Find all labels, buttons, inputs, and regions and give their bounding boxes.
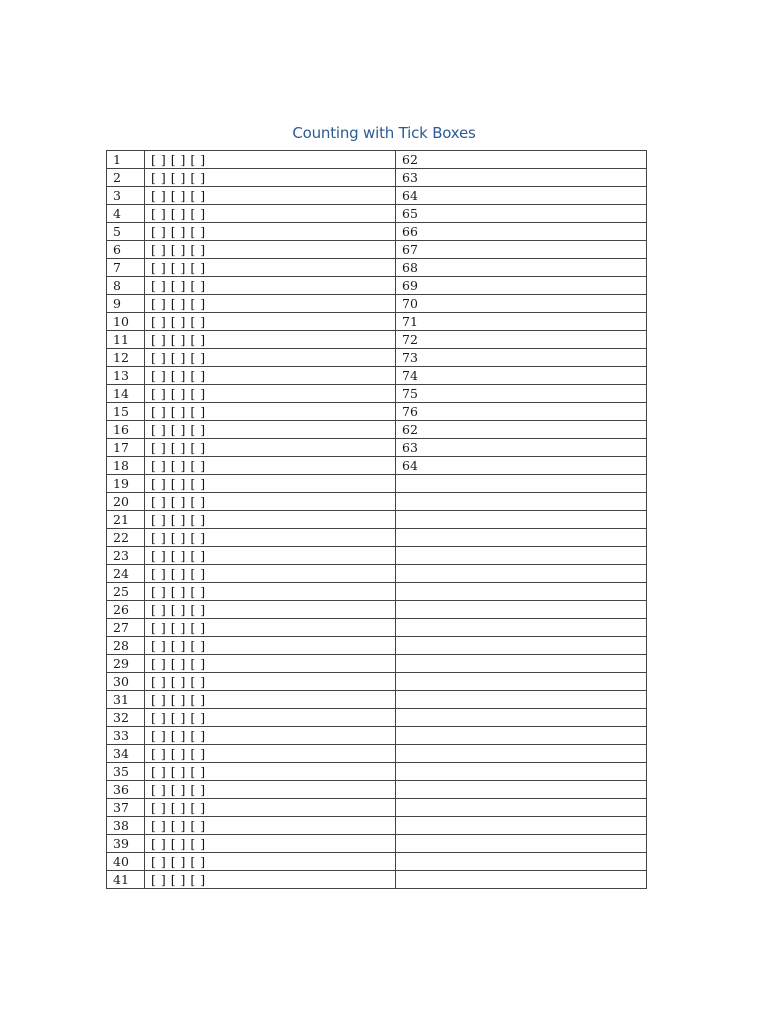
value-cell [396,511,647,529]
table-row [107,601,647,619]
table-row [107,313,647,331]
value-cell [396,565,647,583]
tick-boxes-cell[interactable]: [ ] [ ] [ ] [145,709,396,727]
tick-boxes-cell[interactable]: [ ] [ ] [ ] [145,673,396,691]
table-row [107,223,647,241]
row-number-cell: 32 [107,709,145,727]
tick-boxes-cell[interactable]: [ ] [ ] [ ] [145,439,396,457]
row-number-cell: 16 [107,421,145,439]
tick-boxes-cell[interactable]: [ ] [ ] [ ] [145,313,396,331]
value-cell: 65 [396,205,647,223]
table-row [107,169,647,187]
tick-boxes-cell[interactable]: [ ] [ ] [ ] [145,583,396,601]
table-row [107,655,647,673]
tick-boxes-cell[interactable]: [ ] [ ] [ ] [145,547,396,565]
value-cell: 62 [396,421,647,439]
table-row [107,763,647,781]
tick-boxes-cell[interactable]: [ ] [ ] [ ] [145,403,396,421]
row-number-cell: 37 [107,799,145,817]
row-number-cell: 27 [107,619,145,637]
tick-boxes-cell[interactable]: [ ] [ ] [ ] [145,817,396,835]
row-number-cell: 20 [107,493,145,511]
table-row [107,781,647,799]
value-cell [396,673,647,691]
row-number-cell: 3 [107,187,145,205]
table-row [107,475,647,493]
tick-boxes-cell[interactable]: [ ] [ ] [ ] [145,169,396,187]
row-number-cell: 9 [107,295,145,313]
value-cell [396,853,647,871]
row-number-cell: 23 [107,547,145,565]
table-row [107,187,647,205]
tick-boxes-cell[interactable]: [ ] [ ] [ ] [145,457,396,475]
value-cell: 76 [396,403,647,421]
row-number-cell: 24 [107,565,145,583]
value-cell: 66 [396,223,647,241]
value-cell: 64 [396,457,647,475]
row-number-cell: 11 [107,331,145,349]
row-number-cell: 31 [107,691,145,709]
table-row [107,151,647,169]
tick-boxes-cell[interactable]: [ ] [ ] [ ] [145,151,396,169]
tick-boxes-cell[interactable]: [ ] [ ] [ ] [145,259,396,277]
row-number-cell: 18 [107,457,145,475]
value-cell: 72 [396,331,647,349]
value-cell [396,583,647,601]
value-cell [396,817,647,835]
table-row [107,421,647,439]
value-cell [396,835,647,853]
tick-boxes-cell[interactable]: [ ] [ ] [ ] [145,349,396,367]
row-number-cell: 8 [107,277,145,295]
value-cell [396,493,647,511]
tick-boxes-cell[interactable]: [ ] [ ] [ ] [145,385,396,403]
row-number-cell: 28 [107,637,145,655]
value-cell [396,619,647,637]
row-number-cell: 34 [107,745,145,763]
row-number-cell: 22 [107,529,145,547]
tick-boxes-cell[interactable]: [ ] [ ] [ ] [145,871,396,889]
value-cell [396,781,647,799]
value-cell [396,745,647,763]
table-row [107,547,647,565]
row-number-cell: 1 [107,151,145,169]
tick-boxes-cell[interactable]: [ ] [ ] [ ] [145,367,396,385]
value-cell: 64 [396,187,647,205]
row-number-cell: 41 [107,871,145,889]
tick-boxes-cell[interactable]: [ ] [ ] [ ] [145,511,396,529]
row-number-cell: 15 [107,403,145,421]
row-number-cell: 21 [107,511,145,529]
tick-boxes-cell[interactable]: [ ] [ ] [ ] [145,565,396,583]
table-row [107,583,647,601]
row-number-cell: 13 [107,367,145,385]
tick-boxes-cell[interactable]: [ ] [ ] [ ] [145,619,396,637]
tick-boxes-cell[interactable]: [ ] [ ] [ ] [145,493,396,511]
tick-boxes-cell[interactable]: [ ] [ ] [ ] [145,205,396,223]
table-row [107,205,647,223]
value-cell: 73 [396,349,647,367]
value-cell [396,799,647,817]
row-number-cell: 26 [107,601,145,619]
value-cell [396,727,647,745]
value-cell: 75 [396,385,647,403]
table-row [107,637,647,655]
table-row [107,799,647,817]
value-cell: 71 [396,313,647,331]
value-cell: 62 [396,151,647,169]
table-row [107,277,647,295]
table-row [107,871,647,889]
row-number-cell: 6 [107,241,145,259]
table-row [107,457,647,475]
table-row [107,403,647,421]
tick-boxes-cell[interactable]: [ ] [ ] [ ] [145,601,396,619]
tick-boxes-cell[interactable]: [ ] [ ] [ ] [145,331,396,349]
value-cell: 63 [396,169,647,187]
row-number-cell: 35 [107,763,145,781]
value-cell: 70 [396,295,647,313]
row-number-cell: 10 [107,313,145,331]
table-row [107,511,647,529]
table-row [107,835,647,853]
table-row [107,295,647,313]
row-number-cell: 5 [107,223,145,241]
tick-boxes-cell[interactable]: [ ] [ ] [ ] [145,853,396,871]
tick-boxes-cell[interactable]: [ ] [ ] [ ] [145,277,396,295]
value-cell [396,601,647,619]
tick-boxes-cell[interactable]: [ ] [ ] [ ] [145,421,396,439]
tick-boxes-cell[interactable]: [ ] [ ] [ ] [145,835,396,853]
table-row [107,565,647,583]
value-cell [396,871,647,889]
tick-boxes-cell[interactable]: [ ] [ ] [ ] [145,781,396,799]
table-row [107,691,647,709]
value-cell [396,763,647,781]
value-cell [396,691,647,709]
row-number-cell: 33 [107,727,145,745]
row-number-cell: 25 [107,583,145,601]
value-cell: 68 [396,259,647,277]
value-cell [396,529,647,547]
table-row [107,817,647,835]
table-row [107,619,647,637]
tick-boxes-cell[interactable]: [ ] [ ] [ ] [145,295,396,313]
value-cell: 69 [396,277,647,295]
tick-boxes-cell[interactable]: [ ] [ ] [ ] [145,745,396,763]
row-number-cell: 38 [107,817,145,835]
table-row [107,241,647,259]
row-number-cell: 12 [107,349,145,367]
table-row [107,385,647,403]
value-cell [396,709,647,727]
tick-boxes-cell[interactable]: [ ] [ ] [ ] [145,691,396,709]
row-number-cell: 39 [107,835,145,853]
row-number-cell: 36 [107,781,145,799]
tick-boxes-cell[interactable]: [ ] [ ] [ ] [145,727,396,745]
row-number-cell: 7 [107,259,145,277]
table-row [107,259,647,277]
tick-boxes-cell[interactable]: [ ] [ ] [ ] [145,655,396,673]
row-number-cell: 29 [107,655,145,673]
value-cell [396,475,647,493]
value-cell: 67 [396,241,647,259]
tick-table-body [107,151,647,889]
document-title: Counting with Tick Boxes [292,124,476,142]
value-cell: 63 [396,439,647,457]
row-number-cell: 4 [107,205,145,223]
table-row [107,745,647,763]
table-row [107,349,647,367]
value-cell [396,637,647,655]
row-number-cell: 14 [107,385,145,403]
row-number-cell: 17 [107,439,145,457]
value-cell: 74 [396,367,647,385]
tick-boxes-cell[interactable]: [ ] [ ] [ ] [145,529,396,547]
table-row [107,853,647,871]
tick-boxes-cell[interactable]: [ ] [ ] [ ] [145,637,396,655]
tick-boxes-cell[interactable]: [ ] [ ] [ ] [145,799,396,817]
value-cell [396,547,647,565]
table-row [107,493,647,511]
tick-boxes-cell[interactable]: [ ] [ ] [ ] [145,475,396,493]
tick-boxes-cell[interactable]: [ ] [ ] [ ] [145,241,396,259]
tick-boxes-cell[interactable]: [ ] [ ] [ ] [145,223,396,241]
value-cell [396,655,647,673]
table-row [107,439,647,457]
table-row [107,367,647,385]
table-row [107,331,647,349]
row-number-cell: 19 [107,475,145,493]
tick-boxes-cell[interactable]: [ ] [ ] [ ] [145,187,396,205]
table-row [107,709,647,727]
row-number-cell: 30 [107,673,145,691]
tick-boxes-cell[interactable]: [ ] [ ] [ ] [145,763,396,781]
table-row [107,529,647,547]
table-row [107,727,647,745]
tick-box-table [106,150,647,889]
table-row [107,673,647,691]
row-number-cell: 2 [107,169,145,187]
row-number-cell: 40 [107,853,145,871]
